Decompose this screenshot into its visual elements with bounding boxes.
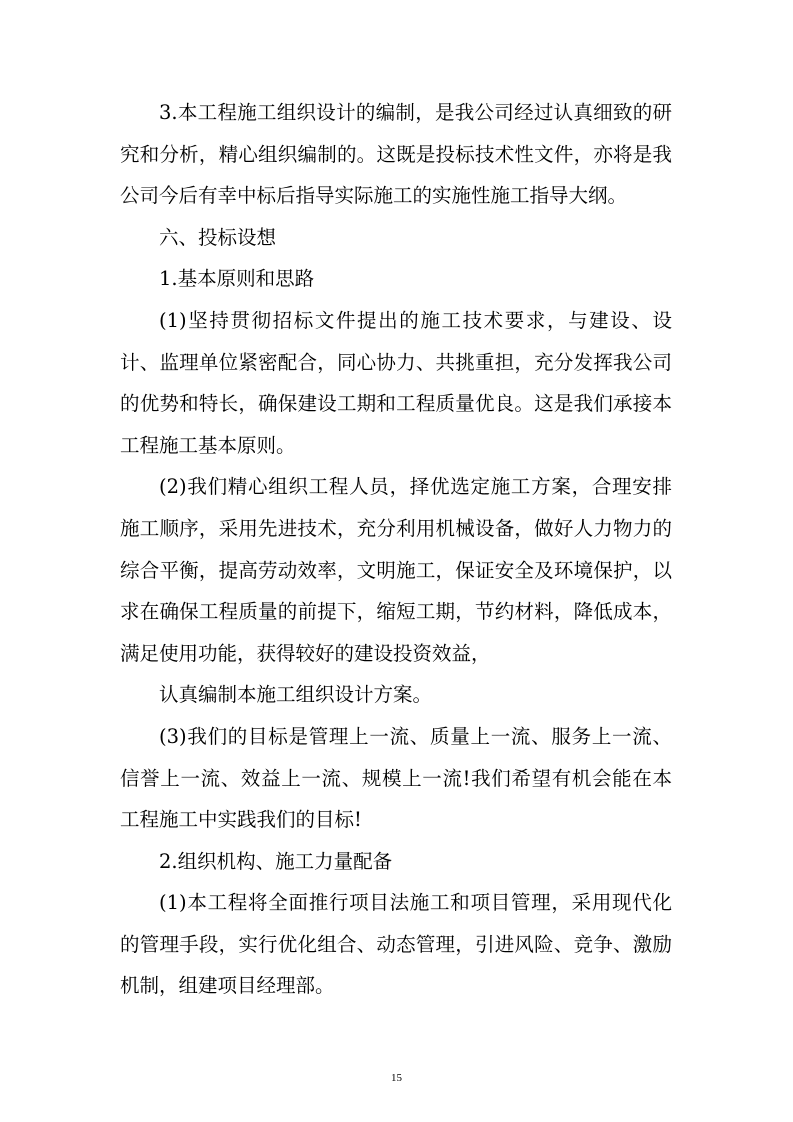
subheading-basic-principles: 1.基本原则和思路 <box>159 267 315 291</box>
paragraph-principle-3: (3)我们的目标是管理上一流、质量上一流、服务上一流、信誉上一流、效益上一流、规模上一流!我们希望有机会能在本工程施工中实践我们的目标! <box>120 724 672 832</box>
paragraph-compilation-note: 3.本工程施工组织设计的编制，是我公司经过认真细致的研究和分析，精心组织编制的。这既是投标技术性文件，亦将是我公司今后有幸中标后指导实际施工的实施性施工指导大纲。 <box>120 101 672 208</box>
document-body <box>120 92 672 1007</box>
subheading-organization: 2.组织机构、施工力量配备 <box>159 849 393 873</box>
paragraph-compile-plan: 认真编制本施工组织设计方案。 <box>159 683 433 707</box>
page-number: 15 <box>391 1072 402 1084</box>
paragraph-organization-1: (1)本工程将全面推行项目法施工和项目管理，采用现代化的管理手段，实行优化组合、动态管理，引进风险、竞争、激励机制，组建项目经理部。 <box>120 891 672 998</box>
section-heading-bid-concept: 六、投标设想 <box>159 225 277 249</box>
paragraph-principle-2: (2)我们精心组织工程人员，择优选定施工方案，合理安排施工顺序，采用先进技术，充分利用机械设备，做好人力物力的综合平衡，提高劳动效率，文明施工，保证安全及环境保护，以求在确保工程质量的前提下，缩短工期，节约材料，降低成本，满足使用功能，获得较好的建设投资效益， <box>120 475 672 665</box>
paragraph-principle-1: (1)坚持贯彻招标文件提出的施工技术要求，与建设、设计、监理单位紧密配合，同心协力、共挑重担，充分发挥我公司的优势和特长，确保建设工期和工程质量优良。这是我们承接本工程施工基本原则。 <box>120 308 672 457</box>
